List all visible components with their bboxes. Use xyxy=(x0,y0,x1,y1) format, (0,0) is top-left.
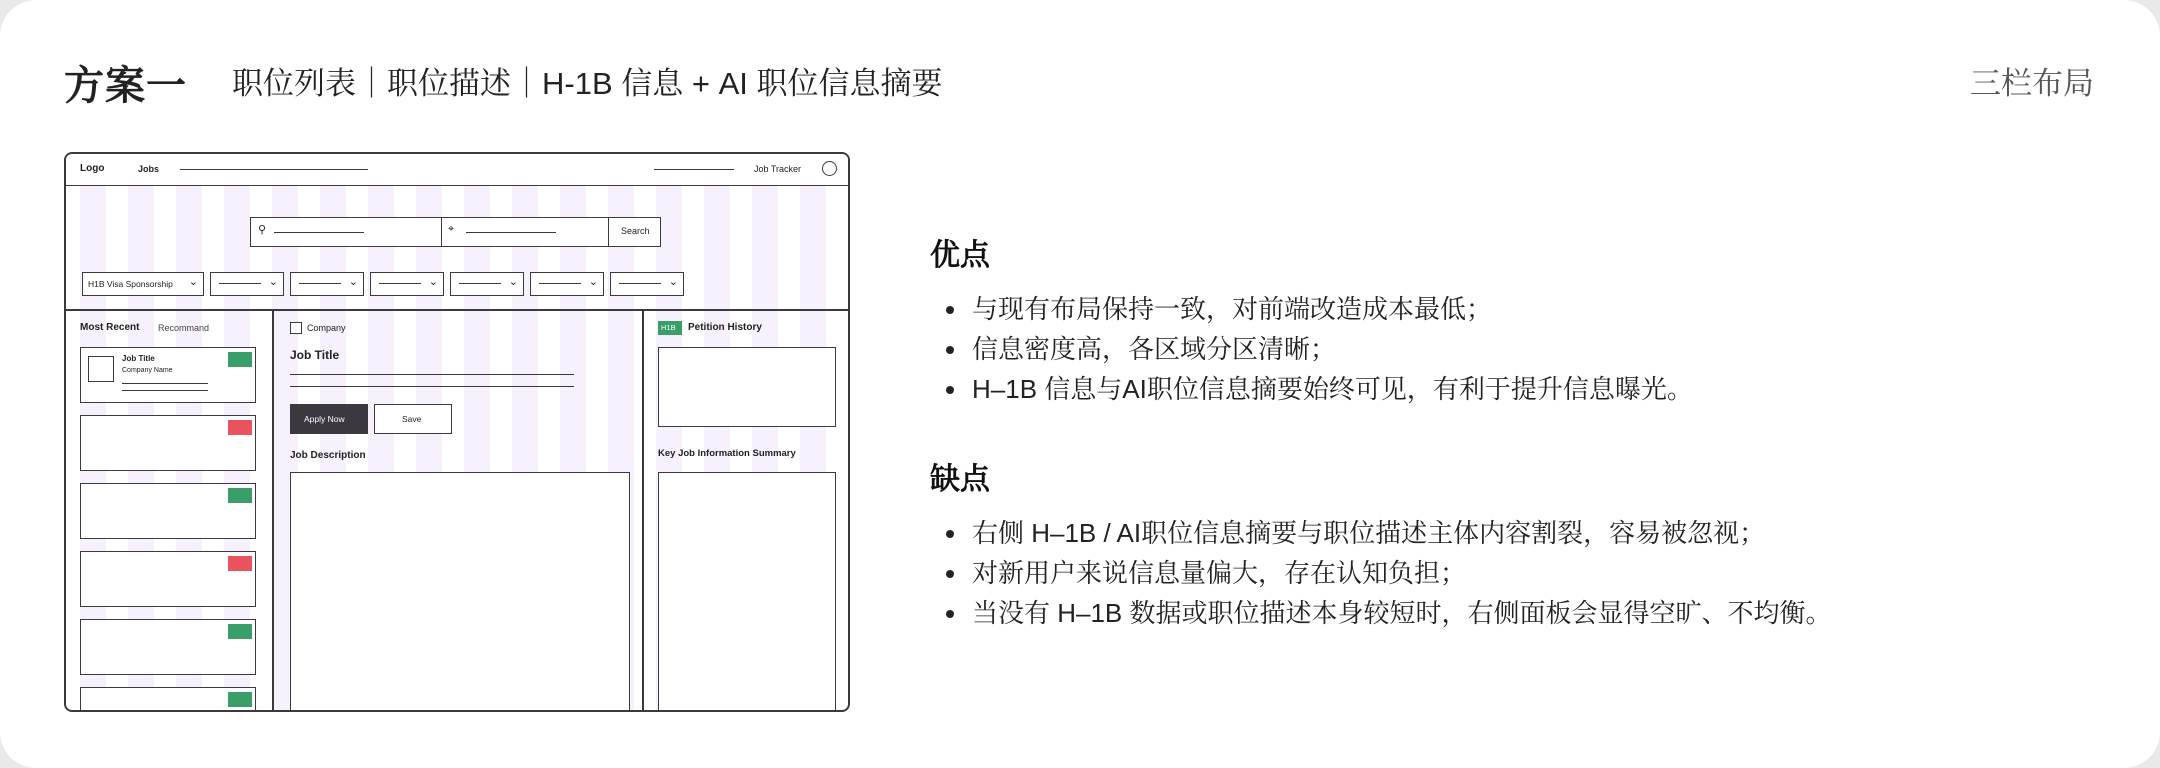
chevron-down-icon: ⌄ xyxy=(348,276,358,288)
wireframe-mockup xyxy=(64,152,850,712)
filter-dropdown[interactable] xyxy=(530,272,604,296)
chevron-down-icon: ⌄ xyxy=(508,276,518,288)
h1b-status-flag xyxy=(228,624,252,639)
filter-dropdown[interactable] xyxy=(610,272,684,296)
filter-dropdown[interactable] xyxy=(450,272,524,296)
list-item: 当没有 H–1B 数据或职位描述本身较短时，右侧面板会显得空旷、不均衡。 xyxy=(944,593,1832,633)
job-description-heading: Job Description xyxy=(290,450,366,461)
job-detail-title: Job Title xyxy=(290,348,340,362)
filter-dropdown[interactable] xyxy=(370,272,444,296)
chevron-down-icon: ⌄ xyxy=(188,276,198,288)
petition-history-heading: Petition History xyxy=(688,322,762,333)
key-summary-heading: Key Job Information Summary xyxy=(658,448,796,459)
nav-jobs[interactable]: Jobs xyxy=(138,164,160,174)
search-icon: ⚲ xyxy=(258,224,267,236)
list-item: 对新用户来说信息量偏大，存在认知负担； xyxy=(944,553,1832,593)
nav-placeholder-line-right xyxy=(654,169,734,170)
list-item: H–1B 信息与AI职位信息摘要始终可见，有利于提升信息曝光。 xyxy=(944,369,1693,409)
job-detail-line xyxy=(290,374,574,375)
filter-dropdown[interactable] xyxy=(210,272,284,296)
filter-dropdown[interactable] xyxy=(290,272,364,296)
h1b-status-flag xyxy=(228,692,252,707)
location-placeholder-line xyxy=(466,232,556,233)
right-column-divider xyxy=(642,309,644,712)
h1b-status-flag xyxy=(228,488,252,503)
chevron-down-icon: ⌄ xyxy=(588,276,598,288)
pros-list xyxy=(944,289,1693,409)
key-summary-panel xyxy=(658,472,836,712)
tab-recommend[interactable]: Recommand xyxy=(158,323,210,333)
logo[interactable]: Logo xyxy=(80,163,105,174)
job-description-area xyxy=(290,472,630,712)
job-card-line xyxy=(122,390,208,391)
left-column-divider xyxy=(272,309,274,712)
avatar[interactable] xyxy=(822,161,837,176)
chevron-down-icon: ⌄ xyxy=(268,276,278,288)
chevron-down-icon: ⌄ xyxy=(668,276,678,288)
company-checkbox[interactable] xyxy=(290,322,302,334)
page-subtitle: 职位列表｜职位描述｜H-1B 信息 + AI 职位信息摘要 xyxy=(232,66,943,101)
page-title: 方案一 xyxy=(64,64,187,108)
search-placeholder-line xyxy=(274,232,364,233)
h1b-badge-label: H1B xyxy=(661,323,676,332)
apply-now-label: Apply Now xyxy=(304,414,345,424)
content-divider xyxy=(66,309,850,311)
list-item: 与现有布局保持一致，对前端改造成本最低； xyxy=(944,289,1693,329)
chevron-down-icon: ⌄ xyxy=(428,276,438,288)
petition-history-panel xyxy=(658,347,836,427)
job-card-company: Company Name xyxy=(122,367,173,374)
h1b-status-flag xyxy=(228,352,252,367)
h1b-status-flag xyxy=(228,420,252,435)
nav-job-tracker[interactable]: Job Tracker xyxy=(754,164,802,174)
layout-label: 三栏布局 xyxy=(1970,66,2094,101)
cons-heading: 缺点 xyxy=(930,463,990,496)
job-detail-line xyxy=(290,386,574,387)
tab-most-recent[interactable]: Most Recent xyxy=(80,322,140,333)
pros-heading: 优点 xyxy=(930,239,990,272)
search-button-label: Search xyxy=(621,226,650,236)
list-item: 信息密度高，各区域分区清晰； xyxy=(944,329,1693,369)
list-item: 右侧 H–1B / AI职位信息摘要与职位描述主体内容割裂，容易被忽视； xyxy=(944,513,1832,553)
filter-h1b-label: H1B Visa Sponsorship xyxy=(88,279,173,289)
filter-h1b-dropdown[interactable] xyxy=(82,272,204,296)
nav-placeholder-line xyxy=(180,169,368,170)
save-label: Save xyxy=(402,414,422,424)
job-card-title: Job Title xyxy=(122,354,155,363)
company-logo-placeholder xyxy=(88,356,114,382)
company-label: Company xyxy=(307,323,346,333)
location-pin-icon: ⌖ xyxy=(448,223,455,235)
job-card-line xyxy=(122,383,208,384)
h1b-status-flag xyxy=(228,556,252,571)
cons-list xyxy=(944,513,1832,633)
